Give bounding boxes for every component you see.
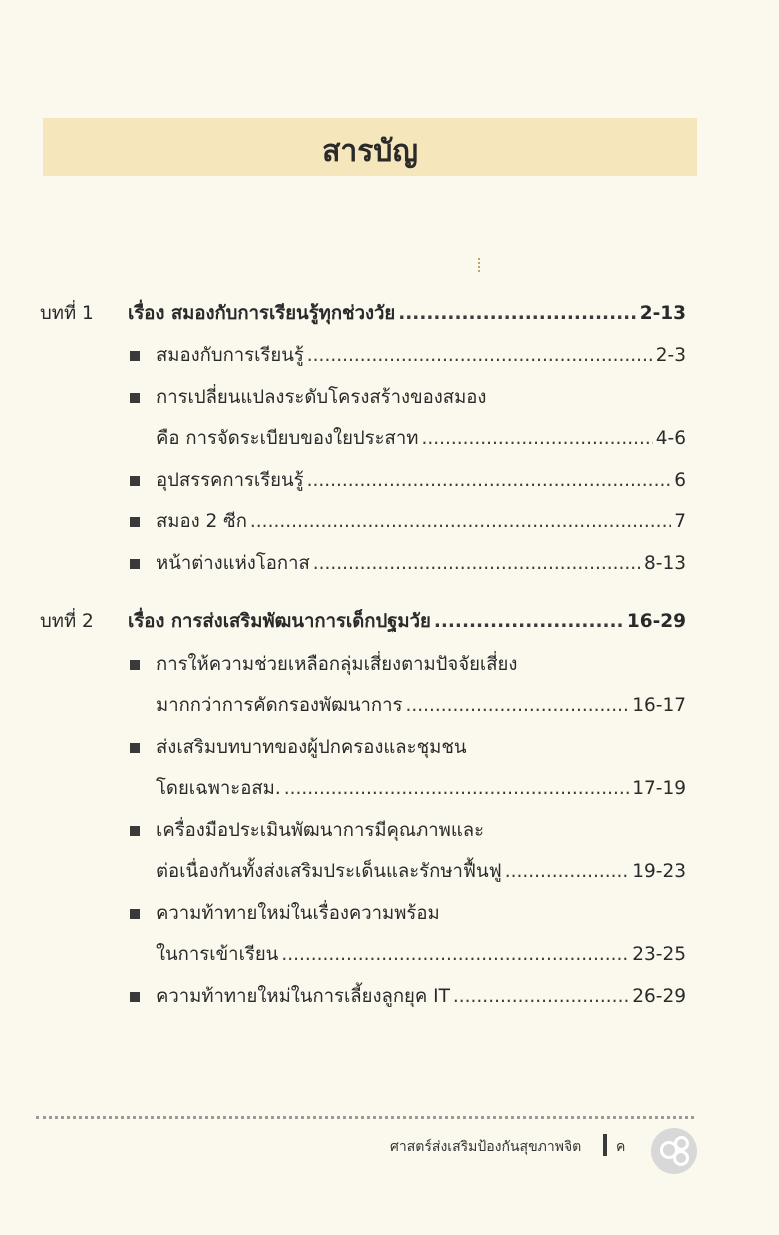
entry-pages: 19-23 [632, 861, 686, 882]
entry-title: สมอง 2 ซีก [156, 511, 247, 532]
entry-title: เครื่องมือประเมินพัฒนาการมีคุณภาพและ [156, 820, 485, 841]
dot-leader [453, 986, 629, 1007]
square-bullet-icon [130, 743, 140, 753]
entry-pages: 4-6 [655, 428, 686, 449]
chapter-label: บทที่ 2 [40, 611, 94, 632]
toc-entry[interactable] [130, 383, 486, 413]
entry-title: การเปลี่ยนแปลงระดับโครงสร้างของสมอง [156, 387, 487, 408]
toc-entry[interactable] [130, 341, 686, 371]
toc-entry[interactable] [130, 982, 686, 1012]
chapter-label: บทที่ 1 [40, 303, 94, 324]
chapter-title: เรื่อง สมองกับการเรียนรู้ทุกช่วงวัย [128, 303, 396, 324]
chapter-pages: 2-13 [639, 303, 686, 324]
entry-pages: 17-19 [632, 778, 686, 799]
footer-divider [36, 1116, 694, 1119]
entry-pages: 16-17 [632, 695, 686, 716]
toc-entry[interactable] [130, 507, 686, 537]
entry-title: ส่งเสริมบทบาทของผู้ปกครองและชุมชน [156, 737, 467, 758]
toc-entry[interactable] [130, 816, 484, 846]
dot-leader [405, 695, 629, 716]
toc-entry-continuation[interactable] [156, 691, 686, 721]
entry-pages: 8-13 [644, 553, 686, 574]
entry-title: ความท้าทายใหม่ในการเลี้ยงลูกยุค IT [156, 986, 450, 1007]
gears-icon [651, 1128, 697, 1174]
toc-entry[interactable] [130, 899, 440, 929]
square-bullet-icon [130, 909, 140, 919]
entry-pages: 6 [674, 470, 686, 491]
square-bullet-icon [130, 826, 140, 836]
square-bullet-icon [130, 393, 140, 403]
entry-pages: 26-29 [632, 986, 686, 1007]
entry-title: ความท้าทายใหม่ในเรื่องความพร้อม [156, 903, 440, 924]
toc-entry-continuation[interactable] [156, 857, 686, 887]
toc-entry-continuation[interactable] [156, 940, 686, 970]
entry-title-line2: โดยเฉพาะอสม. [156, 778, 281, 799]
chapter-2-heading[interactable] [40, 607, 686, 637]
toc-entry-continuation[interactable] [156, 774, 686, 804]
dot-leader [421, 428, 652, 449]
dot-leader [307, 470, 672, 491]
entry-title: อุปสรรคการเรียนรู้ [156, 470, 304, 491]
entry-title: การให้ความช่วยเหลือกลุ่มเสี่ยงตามปัจจัยเสี่ยง [156, 654, 518, 675]
entry-pages: 7 [674, 511, 686, 532]
square-bullet-icon [130, 351, 140, 361]
footer-separator [603, 1134, 607, 1156]
entry-title: สมองกับการเรียนรู้ [156, 345, 304, 366]
entry-title-line2: ในการเข้าเรียน [156, 944, 279, 965]
toc-entry[interactable] [130, 650, 517, 680]
entry-title: หน้าต่างแห่งโอกาส [156, 553, 310, 574]
toc-entry-continuation[interactable] [156, 424, 686, 454]
footer-book-title: ศาสตร์ส่งเสริมป้องกันสุขภาพจิต [390, 1139, 582, 1155]
square-bullet-icon [130, 517, 140, 527]
square-bullet-icon [130, 992, 140, 1002]
page-title: สารบัญ [322, 134, 418, 169]
dot-leader [313, 553, 641, 574]
dot-leader [250, 511, 671, 532]
square-bullet-icon [130, 559, 140, 569]
dot-leader [284, 778, 630, 799]
entry-title-line2: มากกว่าการคัดกรองพัฒนาการ [156, 695, 403, 716]
toc-entry[interactable] [130, 733, 467, 763]
dot-leader [434, 611, 624, 632]
square-bullet-icon [130, 476, 140, 486]
square-bullet-icon [130, 660, 140, 670]
dot-leader [398, 303, 636, 324]
dot-leader [307, 345, 653, 366]
dot-leader [505, 861, 629, 882]
toc-entry[interactable] [130, 466, 686, 496]
toc-entry[interactable] [130, 549, 686, 579]
chapter-1-heading[interactable] [40, 299, 686, 329]
chapter-title: เรื่อง การส่งเสริมพัฒนาการเด็กปฐมวัย [128, 611, 431, 632]
entry-pages: 23-25 [632, 944, 686, 965]
entry-title-line2: ต่อเนื่องกันทั้งส่งเสริมประเด็นและรักษาฟื้นฟู [156, 861, 502, 882]
entry-title-line2: คือ การจัดระเบียบของใยประสาท [156, 428, 419, 449]
footer-page-number: ค [616, 1139, 626, 1155]
chapter-pages: 16-29 [626, 611, 686, 632]
entry-pages: 2-3 [655, 345, 686, 366]
dot-leader [281, 944, 629, 965]
